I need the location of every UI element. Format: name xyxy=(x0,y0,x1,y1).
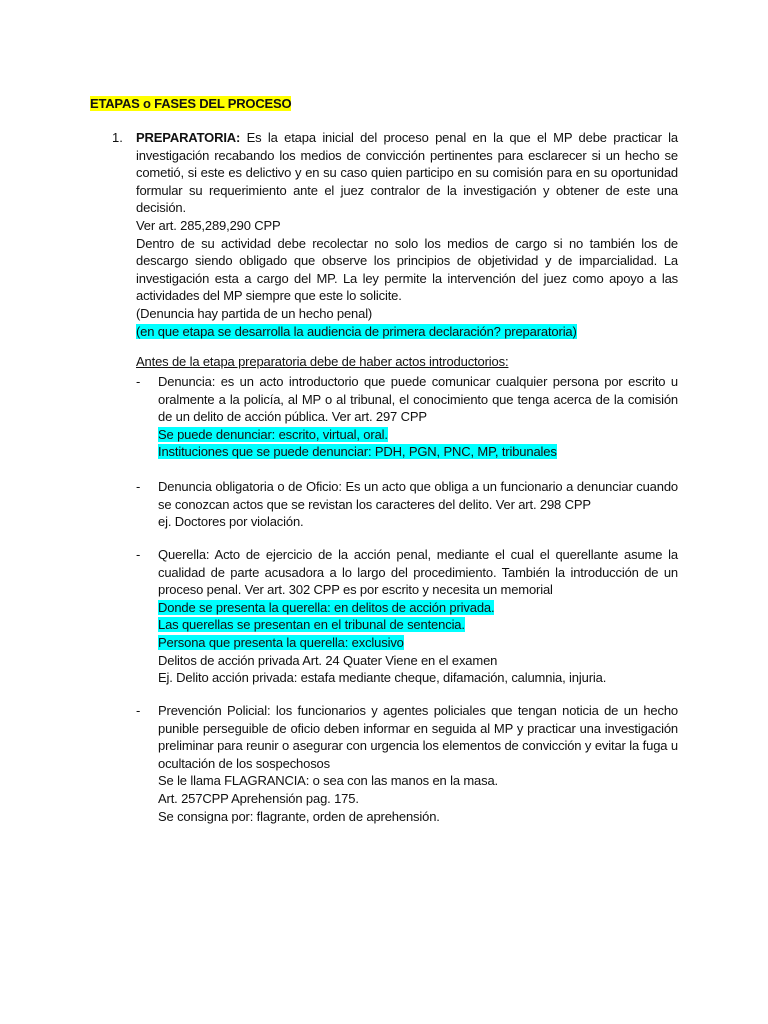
section-ref: Ver art. 285,289,290 CPP xyxy=(136,217,281,233)
list-bullet: - xyxy=(136,547,141,562)
section-number: 1. xyxy=(112,130,123,145)
list-item-denuncia-obligatoria xyxy=(158,478,678,531)
highlight-note: Se puede denunciar: escrito, virtual, oral. xyxy=(158,426,388,442)
section-preparatoria xyxy=(136,129,678,340)
list-bullet: - xyxy=(136,479,141,494)
list-item-prevencion-policial xyxy=(158,702,678,825)
list-bullet: - xyxy=(136,374,141,389)
list-item-text: Prevención Policial: los funcionarios y agentes policiales que tengan noticia de un hecho punible perseguible de oficio deben informar en seguida al MP y practicar una investigación preliminar para reunir o asegurar con urgencia los elementos de convicción y evitar la fuga u ocultación de los sospechosos xyxy=(158,703,678,771)
list-item-querella xyxy=(158,546,678,687)
section-question: (en que etapa se desarrolla la audiencia de primera declaración? preparatoria) xyxy=(136,323,577,339)
list-item-extra: Ej. Delito acción privada: estafa mediante cheque, difamación, calumnia, injuria. xyxy=(158,670,607,686)
list-item-text: Querella: Acto de ejercicio de la acción penal, mediante el cual el querellante asume la cualidad de parte acusadora a lo largo del procedimiento. También la introducción de un proceso penal. Ver art. 302 CPP es por escrito y necesita un memorial xyxy=(158,547,678,598)
section-intro: Es la etapa inicial del proceso penal en la que el MP debe practicar la investigación recabando los medios de convicción pertinentes para esclarecer si un hecho se cometió, si este es delictivo y en su caso quien participo en su comisión para en su oportunidad formular su requerimiento ante el juez contralor de la investigación y obtener de este una decisión. xyxy=(136,130,678,216)
highlight-note: Persona que presenta la querella: exclusivo xyxy=(158,634,404,650)
intro-acts-text: Antes de la etapa preparatoria debe de haber actos introductorios: xyxy=(136,354,509,369)
title-highlight: ETAPAS o FASES DEL PROCESO xyxy=(90,96,292,111)
list-item-extra: Se consigna por: flagrante, orden de aprehensión. xyxy=(158,808,440,824)
document-title xyxy=(90,95,291,112)
list-item-extra: ej. Doctores por violación. xyxy=(158,514,304,530)
highlight-note: Donde se presenta la querella: en delitos de acción privada. xyxy=(158,599,495,615)
section-heading: PREPARATORIA: xyxy=(136,130,241,145)
highlight-note: Las querellas se presentan en el tribunal de sentencia. xyxy=(158,617,465,633)
list-item-text: Denuncia: es un acto introductorio que puede comunicar cualquier persona por escrito u oralmente a la policía, al MP o al tribunal, el conocimiento que tenga acerca de la comisión de un delito de acción pública. Ver art. 297 CPP xyxy=(158,374,678,425)
list-item-denuncia xyxy=(158,373,678,461)
list-item-extra: Art. 257CPP Aprehensión pag. 175. xyxy=(158,790,359,806)
list-item-extra: Se le llama FLAGRANCIA: o sea con las manos en la masa. xyxy=(158,773,499,789)
list-bullet: - xyxy=(136,703,141,718)
intro-acts xyxy=(136,353,678,371)
list-item-extra: Delitos de acción privada Art. 24 Quater Viene en el examen xyxy=(158,652,498,668)
section-note: (Denuncia hay partida de un hecho penal) xyxy=(136,305,373,321)
highlight-note: Instituciones que se puede denunciar: PDH, PGN, PNC, MP, tribunales xyxy=(158,444,557,460)
list-item-text: Denuncia obligatoria o de Oficio: Es un acto que obliga a un funcionario a denunciar cuando se conozcan actos que se revistan los caracteres del delito. Ver art. 298 CPP xyxy=(158,479,678,512)
section-activity: Dentro de su actividad debe recolectar no solo los medios de cargo si no también los de descargo siendo obligado que observe los principios de objetividad y de imparcialidad. La investigación esta a cargo del MP. La ley permite la intervención del juez como apoyo a las actividades del MP siempre que este lo solicite. xyxy=(136,235,678,304)
